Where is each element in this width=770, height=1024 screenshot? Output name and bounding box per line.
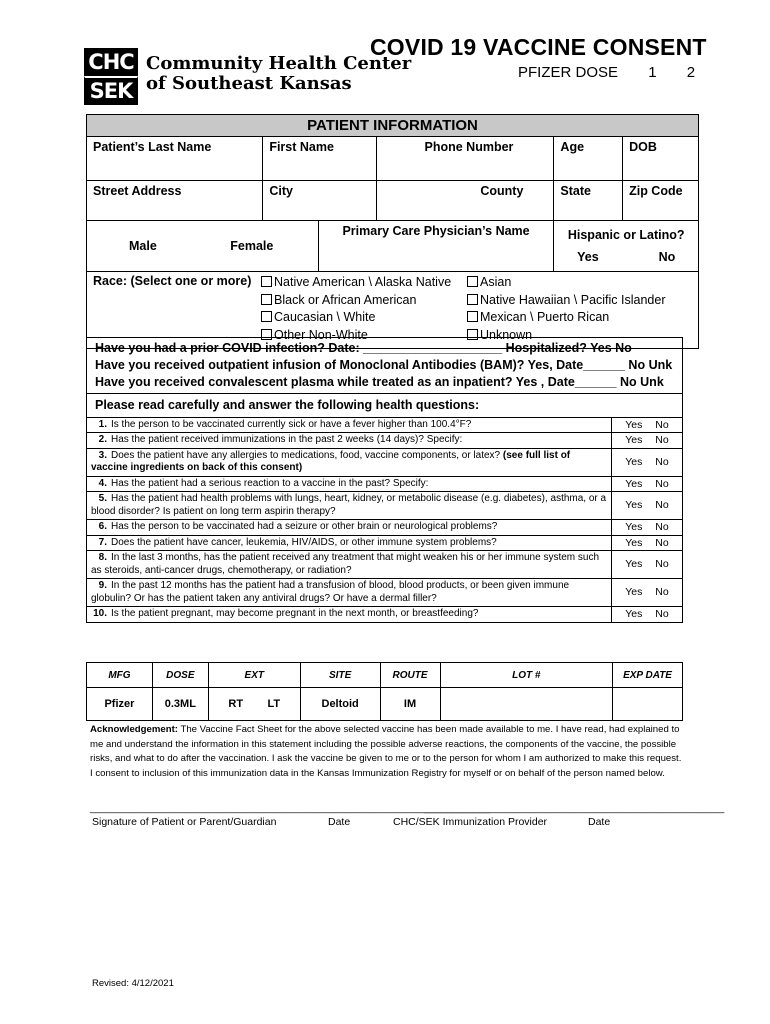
question-number: 5. <box>98 493 107 504</box>
health-questions-table <box>86 393 683 623</box>
dose-value[interactable]: 0.3ML <box>152 688 208 721</box>
hispanic-yes[interactable]: Yes <box>577 250 599 264</box>
checkbox-icon[interactable] <box>467 294 478 305</box>
yes-no-answer[interactable]: Yes No <box>612 433 683 449</box>
question-text: 6. Has the person to be vaccinated had a seizure or other brain or neurological problems? <box>87 520 612 536</box>
question-text: 1. Is the person to be vaccinated currently sick or have a fever higher than 100.4°F? <box>87 417 612 433</box>
question-number: 2. <box>98 434 107 445</box>
lot-value[interactable] <box>440 688 613 721</box>
yes-no-answer[interactable]: Yes No <box>612 520 683 536</box>
yes-no-answer[interactable]: Yes No <box>612 476 683 492</box>
yes-no-answer[interactable]: Yes No <box>612 417 683 433</box>
yes-no-answer[interactable]: Yes No <box>612 448 683 476</box>
yes-no-answer[interactable]: Yes No <box>612 551 683 579</box>
checkbox-icon[interactable] <box>261 294 272 305</box>
checkbox-icon[interactable] <box>467 276 478 287</box>
org-line-2: of Southeast Kansas <box>146 73 352 94</box>
question-row <box>87 579 683 607</box>
patient-info-heading: PATIENT INFORMATION <box>87 115 699 137</box>
ext-header: EXT <box>208 663 300 688</box>
question-text: 8. In the last 3 months, has the patient received any treatment that might weaken his or her immune system such as steroids, anti-cancer drugs, chemotherapy, or radiation? <box>87 551 612 579</box>
city-field[interactable]: City <box>263 181 377 221</box>
female-option[interactable]: Female <box>230 239 274 253</box>
sex-field[interactable] <box>87 221 319 272</box>
question-row <box>87 448 683 476</box>
question-number: 3. <box>98 449 107 461</box>
logo-top: CHC <box>84 48 138 76</box>
hispanic-field[interactable] <box>554 221 699 272</box>
yes-no-answer[interactable]: Yes No <box>612 492 683 520</box>
question-row <box>87 520 683 536</box>
site-header: SITE <box>300 663 380 688</box>
patient-information-table <box>86 114 699 349</box>
exp-date-header: EXP DATE <box>613 663 683 688</box>
site-value[interactable]: Deltoid <box>300 688 380 721</box>
dose-header: DOSE <box>152 663 208 688</box>
patient-signature-line[interactable]: ________________________________________________________________________ <box>90 803 491 814</box>
question-text: 10. Is the patient pregnant, may become pregnant in the next month, or breastfeeding? <box>87 607 612 623</box>
ext-value[interactable]: RT LT <box>208 688 300 721</box>
dose-2-option[interactable]: 2 <box>686 64 696 81</box>
vaccine-admin-table <box>86 662 683 721</box>
question-row <box>87 551 683 579</box>
lot-header: LOT # <box>440 663 613 688</box>
state-field[interactable]: State <box>554 181 623 221</box>
age-field[interactable]: Age <box>554 137 623 181</box>
pcp-field[interactable]: Primary Care Physician’s Name <box>318 221 554 272</box>
race-option-unknown[interactable]: Unknown <box>467 327 692 345</box>
monoclonal-question[interactable]: Have you received outpatient infusion of Monoclonal Antibodies (BAM)? Yes, Date______ No Unk <box>95 358 673 372</box>
patient-signature-label: Signature of Patient or Parent/Guardian <box>92 816 277 828</box>
race-options <box>261 274 692 344</box>
phone-field[interactable]: Phone Number <box>377 137 554 181</box>
yes-no-answer[interactable]: Yes No <box>612 607 683 623</box>
race-label: Race: (Select one or more) <box>93 274 252 288</box>
question-row <box>87 417 683 433</box>
race-option-other[interactable]: Other Non-White <box>261 327 467 345</box>
route-value[interactable]: IM <box>380 688 440 721</box>
dose-line <box>518 64 695 81</box>
plasma-question[interactable]: Have you received convalescent plasma while treated as an inpatient? Yes , Date______ No Unk <box>95 375 664 389</box>
acknowledgement-body: The Vaccine Fact Sheet for the above selected vaccine has been made available to me. I have read, had explained to me and understand the information in this statement including the possible adverse reactions, the components of the vaccine, the possible risks, and what to do after the vaccination. I ask the vaccine be given to me or to the person for whom I am authorized to make this request. I consent to inclusion of this immunization data in the Kansas Immunization Registry for myself or on behalf of the person named below. <box>90 724 682 779</box>
checkbox-icon[interactable] <box>261 276 272 287</box>
acknowledgement-text <box>90 723 686 781</box>
race-option-black[interactable]: Black or African American <box>261 292 467 310</box>
route-header: ROUTE <box>380 663 440 688</box>
question-number: 9. <box>98 580 107 591</box>
provider-signature-line[interactable]: ______________________________________________________ <box>424 803 725 814</box>
question-number: 6. <box>98 521 107 532</box>
checkbox-icon[interactable] <box>261 311 272 322</box>
provider-label: CHC/SEK Immunization Provider <box>393 816 548 828</box>
question-row <box>87 607 683 623</box>
logo-bottom: SEK <box>84 76 138 105</box>
race-option-caucasian[interactable]: Caucasian \ White <box>261 309 467 327</box>
provider-date-label: Date <box>588 816 611 828</box>
question-text: 2. Has the patient received immunizations in the past 2 weeks (14 days)? Specify: <box>87 433 612 449</box>
checkbox-icon[interactable] <box>467 311 478 322</box>
chc-sek-logo <box>84 48 138 104</box>
questions-instruction: Please read carefully and answer the following health questions: <box>87 394 683 418</box>
prior-covid-question[interactable]: Have you had a prior COVID infection? Date: ____________________ Hospitalized? Yes No <box>95 341 632 355</box>
covid-history-block <box>86 337 683 393</box>
acknowledgement-label: Acknowledgement: <box>90 724 178 735</box>
race-option-native-american[interactable]: Native American \ Alaska Native <box>261 274 467 292</box>
first-name-field[interactable]: First Name <box>263 137 377 181</box>
question-number: 10. <box>93 608 107 619</box>
question-text: 5. Has the patient had health problems with lungs, heart, kidney, or metabolic disease (e.g. diabetes), asthma, or a blood disorder? Is patient on long term aspirin therapy? <box>87 492 612 520</box>
question-number: 4. <box>98 477 107 489</box>
yes-no-answer[interactable]: Yes No <box>612 579 683 607</box>
zip-field[interactable]: Zip Code <box>623 181 699 221</box>
question-row <box>87 535 683 551</box>
exp-date-value[interactable] <box>613 688 683 721</box>
race-option-native-hawaiian[interactable]: Native Hawaiian \ Pacific Islander <box>467 292 692 310</box>
form-title: COVID 19 VACCINE CONSENT <box>370 34 707 60</box>
county-field[interactable]: County <box>377 181 554 221</box>
revised-date: Revised: 4/12/2021 <box>92 978 174 989</box>
question-text: 4. Has the patient had a serious reaction to a vaccine in the past? Specify: <box>87 476 612 492</box>
hispanic-label: Hispanic or Latino? <box>567 228 685 242</box>
question-number: 7. <box>98 536 107 548</box>
dose-label: PFIZER DOSE <box>518 64 619 81</box>
question-number: 1. <box>98 418 107 430</box>
dose-1-option[interactable]: 1 <box>648 64 657 81</box>
dob-field[interactable]: DOB <box>623 137 699 181</box>
org-line-1: Community Health Center <box>146 53 412 74</box>
race-option-asian[interactable]: Asian <box>467 274 692 292</box>
question-row <box>87 476 683 492</box>
yes-no-answer[interactable]: Yes No <box>612 535 683 551</box>
mfg-header: MFG <box>87 663 153 688</box>
question-text: 3. Does the patient have any allergies to medications, food, vaccine components, or latex? (see full list of vaccine ingredients on back of this consent) <box>87 448 612 476</box>
question-text: 7. Does the patient have cancer, leukemia, HIV/AIDS, or other immune system problems? <box>87 535 612 551</box>
question-row <box>87 433 683 449</box>
mfg-value[interactable]: Pfizer <box>87 688 153 721</box>
question-number: 8. <box>98 552 107 563</box>
race-option-mexican[interactable]: Mexican \ Puerto Rican <box>467 309 692 327</box>
last-name-field[interactable]: Patient’s Last Name <box>87 137 263 181</box>
male-option[interactable]: Male <box>129 239 157 253</box>
question-text: 9. In the past 12 months has the patient had a transfusion of blood, blood products, or been given immune globulin? Or has the patient taken any antiviral drugs? Or have a dermal filler? <box>87 579 612 607</box>
patient-date-label: Date <box>328 816 351 828</box>
street-address-field[interactable]: Street Address <box>87 181 263 221</box>
question-row <box>87 492 683 520</box>
hispanic-no[interactable]: No <box>658 250 676 264</box>
